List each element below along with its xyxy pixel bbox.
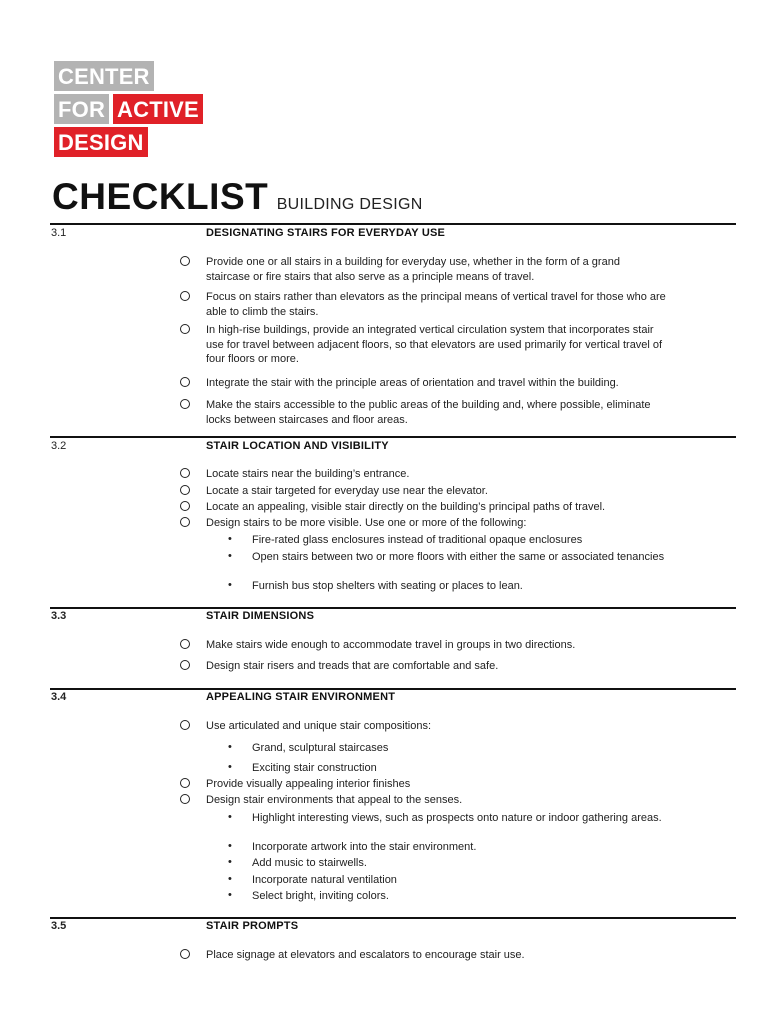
section-number: 3.3: [51, 610, 67, 622]
bullet-glyph: •: [228, 741, 232, 753]
section-divider: [50, 436, 736, 438]
item-text: In high-rise buildings, provide an integrated vertical circulation system that incorporates stair use for travel between adjacent floors, so that elevators are used primarily for vertical travel of four floors or more.: [206, 324, 663, 365]
bullet-text: Incorporate artwork into the stair environment.: [252, 841, 477, 853]
section-divider: [50, 917, 736, 919]
item-text: Make stairs wide enough to accommodate travel in groups in two directions.: [206, 639, 576, 651]
checkbox-circle[interactable]: [180, 778, 190, 788]
section-title: STAIR LOCATION AND VISIBILITY: [206, 440, 389, 452]
logo-row-1: [54, 61, 203, 93]
bullet-text: Add music to stairwells.: [252, 857, 367, 869]
section-number: 3.2: [51, 440, 67, 452]
bullet-text: Open stairs between two or more floors with either the same or associated tenancies: [252, 551, 665, 563]
checkbox-circle[interactable]: [180, 949, 190, 959]
section-number: 3.1: [51, 227, 67, 239]
bullet-text: Select bright, inviting colors.: [252, 890, 389, 902]
bullet-text: Grand, sculptural staircases: [252, 742, 389, 754]
bullet-glyph: •: [228, 856, 232, 868]
section-number: 3.4: [51, 691, 67, 703]
bullet-glyph: •: [228, 761, 232, 773]
checkbox-circle[interactable]: [180, 501, 190, 511]
bullet-glyph: •: [228, 550, 232, 562]
bullet-glyph: •: [228, 873, 232, 885]
section-divider: [50, 688, 736, 690]
section-title: APPEALING STAIR ENVIRONMENT: [206, 691, 396, 703]
bullet-glyph: •: [228, 889, 232, 901]
item-text: Provide visually appealing interior finishes: [206, 778, 411, 790]
checkbox-circle[interactable]: [180, 377, 190, 387]
logo-for: FOR: [54, 94, 109, 124]
bullet-text: Highlight interesting views, such as prospects onto nature or indoor gathering areas.: [252, 812, 662, 824]
logo-active: ACTIVE: [113, 94, 203, 124]
checkbox-circle[interactable]: [180, 517, 190, 527]
item-text: Use articulated and unique stair compositions:: [206, 720, 432, 732]
bullet-text: Incorporate natural ventilation: [252, 874, 397, 886]
item-text: Design stair risers and treads that are comfortable and safe.: [206, 660, 499, 672]
item-text: Locate stairs near the building’s entrance.: [206, 468, 410, 480]
bullet-glyph: •: [228, 811, 232, 823]
bullet-text: Furnish bus stop shelters with seating or places to lean.: [252, 580, 523, 592]
page-title: [52, 176, 423, 218]
title-sub: BUILDING DESIGN: [276, 196, 423, 213]
item-text: Make the stairs accessible to the public areas of the building and, where possible, eliminate locks between staircases and floor areas.: [206, 399, 651, 426]
checkbox-circle[interactable]: [180, 639, 190, 649]
checkbox-circle[interactable]: [180, 468, 190, 478]
bullet-text: Exciting stair construction: [252, 762, 377, 774]
section-title: STAIR PROMPTS: [206, 920, 299, 932]
logo-row-2: [54, 94, 203, 126]
item-text: Integrate the stair with the principle areas of orientation and travel within the building.: [206, 377, 619, 389]
item-text: Locate a stair targeted for everyday use near the elevator.: [206, 485, 488, 497]
title-main: CHECKLIST: [52, 176, 269, 217]
logo-design: DESIGN: [54, 127, 148, 157]
checkbox-circle[interactable]: [180, 291, 190, 301]
section-number: 3.5: [51, 920, 67, 932]
checkbox-circle[interactable]: [180, 256, 190, 266]
logo-center: CENTER: [54, 61, 154, 91]
checkbox-circle[interactable]: [180, 794, 190, 804]
checkbox-circle[interactable]: [180, 485, 190, 495]
section-title: STAIR DIMENSIONS: [206, 610, 315, 622]
item-text: Design stairs to be more visible. Use one or more of the following:: [206, 517, 527, 529]
item-text: Locate an appealing, visible stair directly on the building’s principal paths of travel.: [206, 501, 606, 513]
checkbox-circle[interactable]: [180, 399, 190, 409]
bullet-glyph: •: [228, 840, 232, 852]
logo-row-3: [54, 127, 203, 159]
bullet-text: Fire-rated glass enclosures instead of traditional opaque enclosures: [252, 534, 583, 546]
checkbox-circle[interactable]: [180, 720, 190, 730]
item-text: Provide one or all stairs in a building for everyday use, whether in the form of a grand staircase or fire stairs that also serve as a principle means of travel.: [206, 256, 620, 283]
checkbox-circle[interactable]: [180, 324, 190, 334]
item-text: Design stair environments that appeal to the senses.: [206, 794, 463, 806]
bullet-glyph: •: [228, 533, 232, 545]
center-for-active-design-logo: [54, 61, 203, 159]
item-text: Focus on stairs rather than elevators as the principal means of vertical travel for those who are able to climb the stairs.: [206, 291, 666, 318]
section-title: DESIGNATING STAIRS FOR EVERYDAY USE: [206, 227, 446, 239]
section-divider: [50, 607, 736, 609]
checkbox-circle[interactable]: [180, 660, 190, 670]
item-text: Place signage at elevators and escalators to encourage stair use.: [206, 949, 525, 961]
bullet-glyph: •: [228, 579, 232, 591]
section-divider: [50, 223, 736, 225]
